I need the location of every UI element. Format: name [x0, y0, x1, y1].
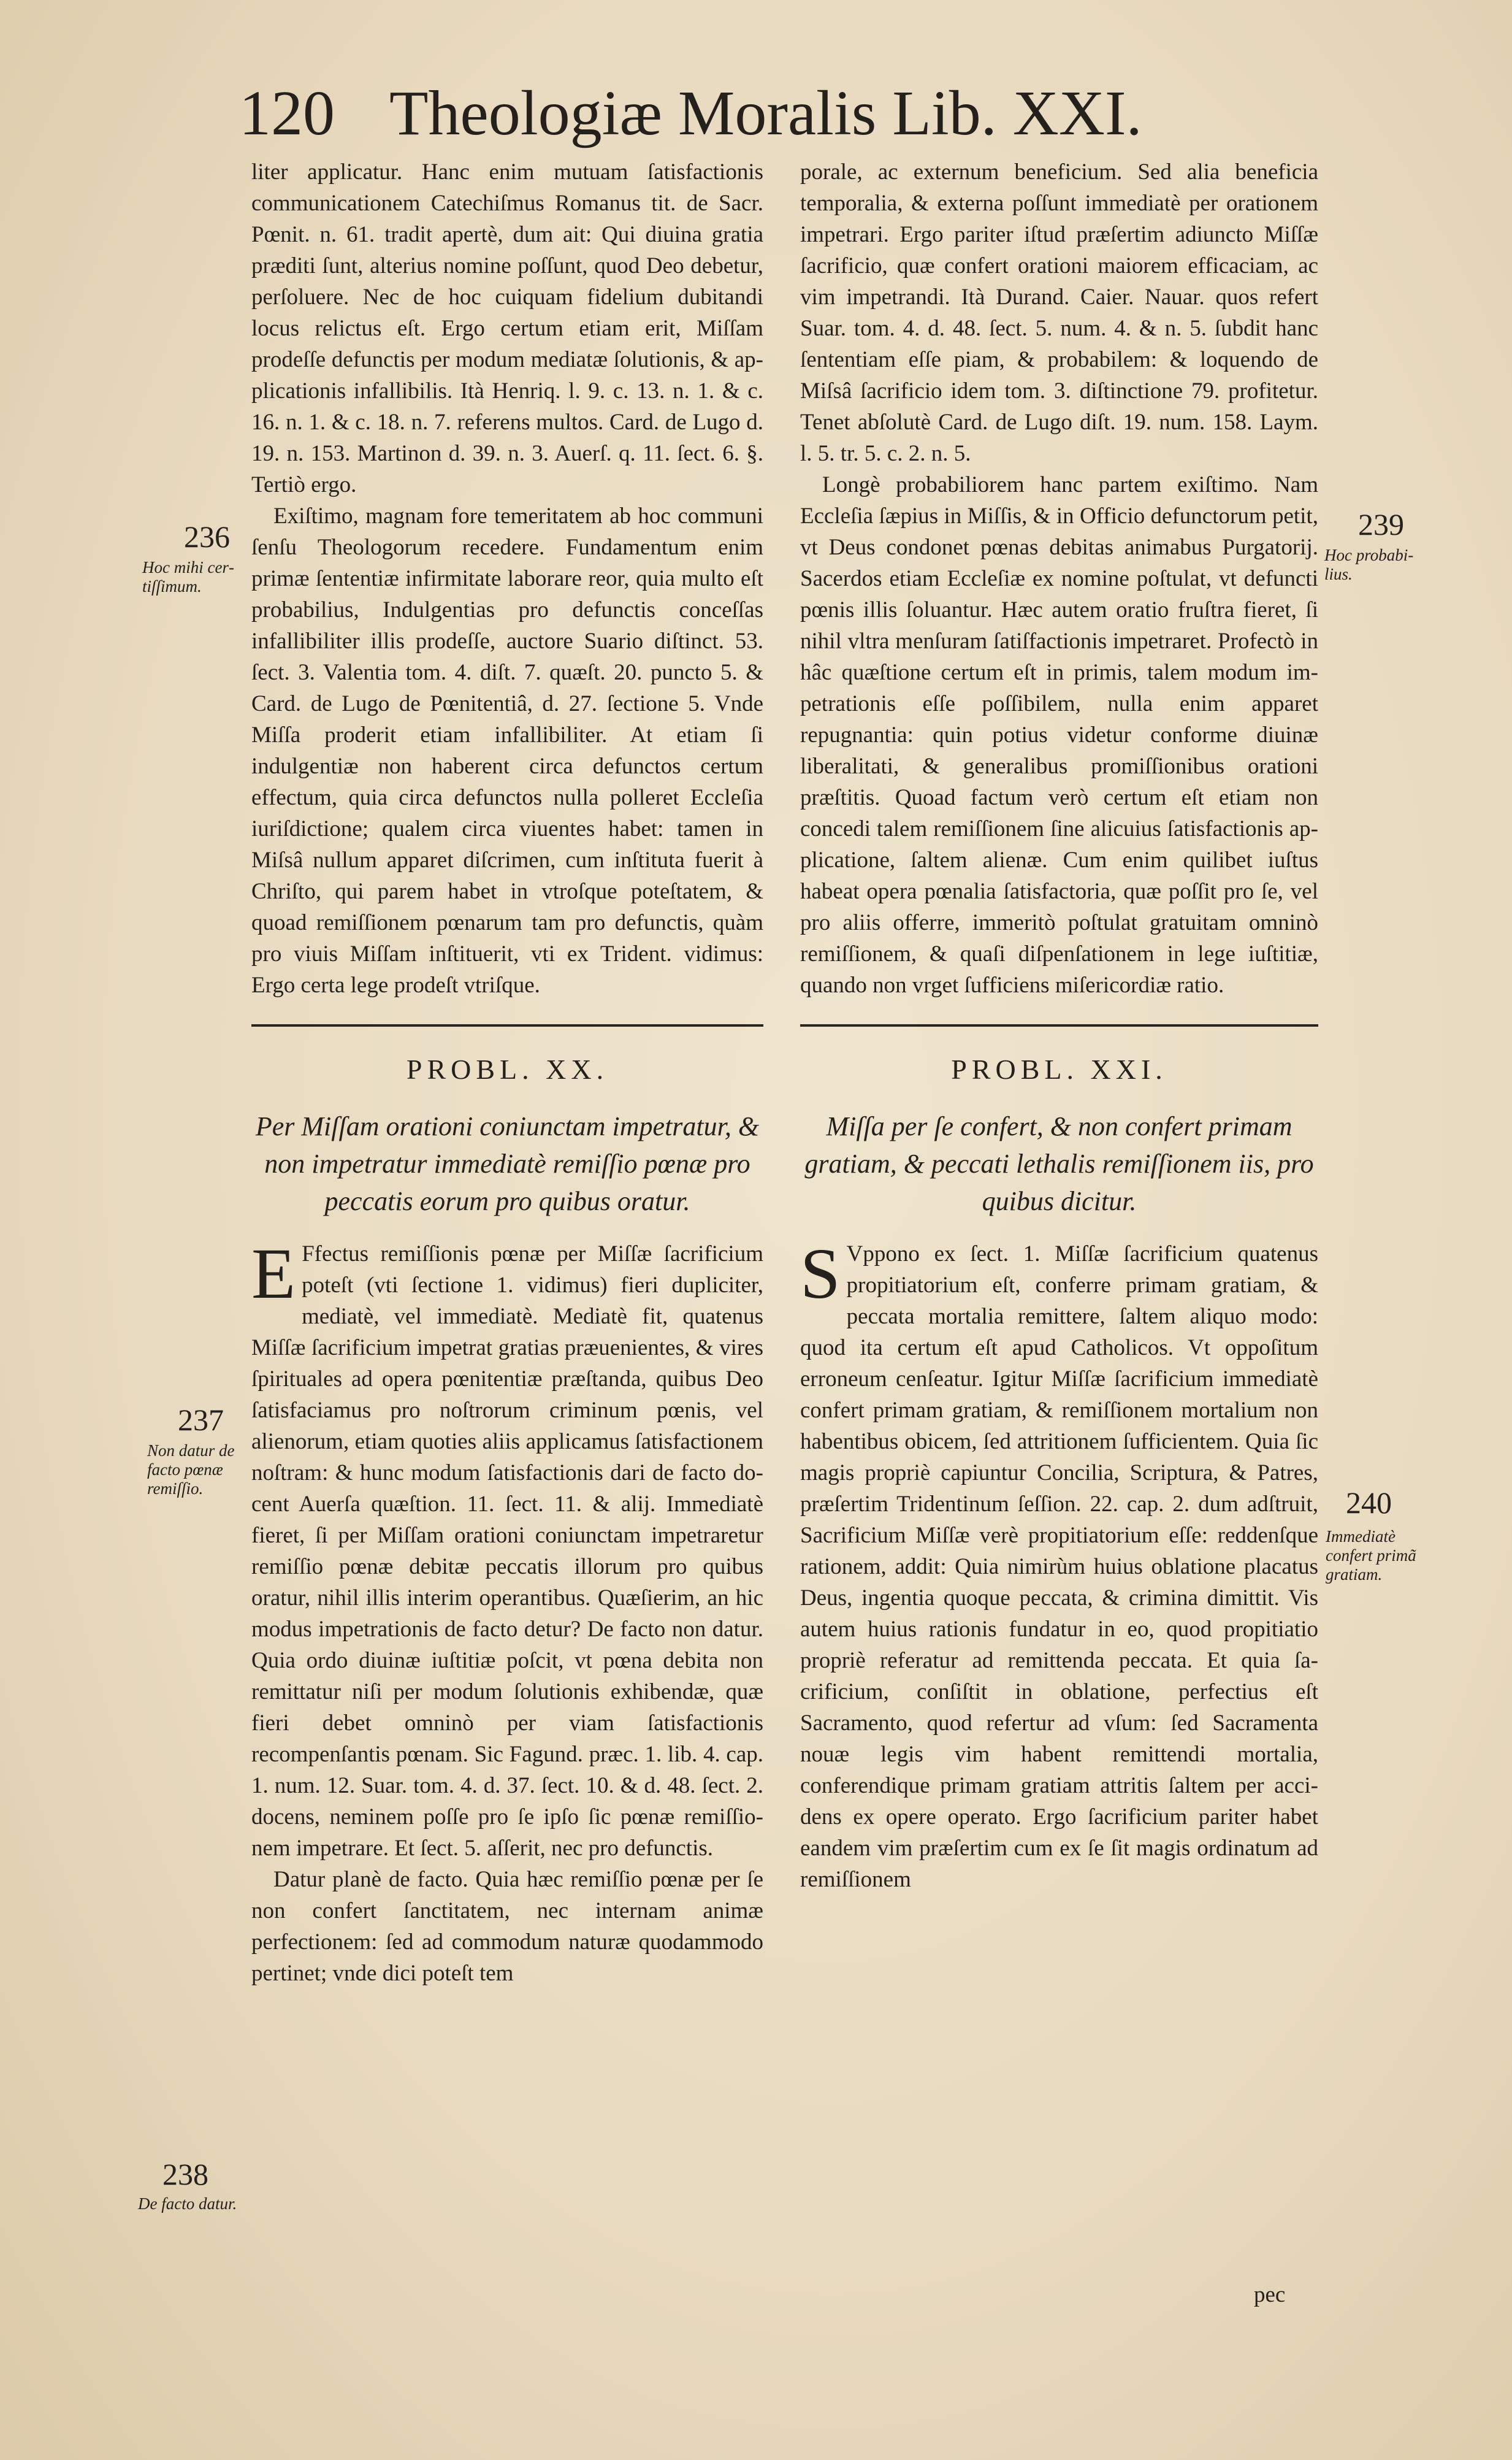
paragraph-240-text: Vppono ex ſect. 1. Miſſæ ſacrificium quatenus propitiatorium eſt, conferre primam gratiam, & peccata mortalia remittere, ſaltem aliquo modo: quod ita certum eſt apud Catholicos. Vt oppoſitum erroneum cenſeatur. Igitur Miſſæ ſacrificium immediatè confert primam gratiam, & remiſſionem mortalium non habentibus obicem, ſed attritionem ſufficientem. Quia ſic magis propriè capiuntur Concilia, Scriptura, & Patres, præſertim Tridentinum ſeſſion. 22. cap. 2. dum adſtruit, Sacrificium Miſſæ verè propitiatorium eſſe: reddenſque rationem, addit: Quia nimirùm huius oblatione placatus Deus, ingentia quoque peccata, & crimina dimittit. Vis autem huius rationis fundatur in eo, quod propitiatio propriè referatur ad remittenda peccata. Et quia ſacrificium, conſiſtit in oblatione, perfectius eſt Sacramento, quod refertur ad vſum: ſed Sacramenta nouæ legis vim habent remittendi mortalia, conferendique primam gratiam attritis ſaltem per accidens ex opere operato. Ergo ſacrificium pariter habet eandem vim præſertim cum ex ſe ſit magis ordinatum ad remiſſionem — [800, 1241, 1318, 1892]
margin-number-237: 237 — [178, 1403, 224, 1437]
problem-heading-xxi: PROBL. XXI. — [951, 1054, 1167, 1085]
margin-note-239: Hoc probabilius. — [1324, 546, 1414, 583]
margin-note-240: Immediatè confert primã gratiam. — [1326, 1527, 1416, 1584]
margin-number-240: 240 — [1346, 1485, 1392, 1520]
drop-cap-s: S — [800, 1233, 841, 1314]
section-divider-right — [800, 1024, 1318, 1027]
right-column — [800, 156, 1318, 1895]
problem-title-xx: Per Miſſam orationi coniunctam impetratur, & non impetratur immediatè remiſſio pœnæ pro peccatis eorum pro quibus oratur. — [255, 1111, 760, 1216]
left-column — [251, 156, 763, 1989]
drop-cap-e: E — [251, 1233, 296, 1314]
problem-heading-xx: PROBL. XX. — [406, 1054, 609, 1085]
paragraph-237-text: Ffectus remiſſionis pœnæ per Miſſæ ſacrificium poteſt (vti ſectione 1. vidimus) fieri dupliciter, mediatè, vel immediatè. Mediatè fit, quatenus Miſſæ ſacrificium impetrat gratias præuenientes, & vires ſpirituales ad opera pœnitentiæ præſtanda, quibus Deo ſatisfaciamus pro noſtrorum criminum pœnis, vel alienorum, etiam quoties aliis applicamus ſatisfactionem noſtram: & hunc modum ſatisfactionis dari de facto docent Auerſa quæſtion. 11. ſect. 11. & alij. Immediatè fieret, ſi per Miſſam orationi coniunctam impetraretur remiſſio pœnæ debitæ peccatis illorum pro quibus oratur, nihil illis interim operantibus. Quæſierim, an hic modus impetrationis de facto detur? De facto non datur. Quia ordo diuinæ iuſtitiæ poſcit, vt pœna debita non remittatur niſi per modum ſolutionis exhibendæ, quæ fieri debet omninò per viam ſatisfactionis recompenſantis pœnam. Sic Fagund. præc. 1. lib. 4. cap. 1. num. 12. Suar. tom. 4. d. 37. ſect. 10. & d. 48. ſect. 2. docens, neminem poſſe pro ſe ipſo ſic pœnæ remiſſionem impetrare. Et ſect. 5. aſſerit, nec pro defunctis. — [251, 1241, 763, 1861]
paragraph-239: Longè probabiliorem hanc partem exiſtimo. Nam Eccleſia ſæpius in Miſſis, & in Officio defunctorum petit, vt Deus condonet pœnas debitas animabus Purgatorij. Sacerdos etiam Eccleſiæ ex nomine poſtulat, vt defuncti pœnis illis ſoluantur. Hæc autem oratio fruſtra fieret, ſi nihil vltra menſuram ſatiſfactionis impetraret. Profectò in hâc quæſtione certum eſt in primis, talem modum impetrationis eſſe poſſibilem, nulla enim apparet repugnantia: quin potius videtur conforme diuinæ liberalitati, & generalibus promiſſionibus orationi præſtitis. Quoad factum verò certum eſt etiam non concedi talem remiſſionem ſine alicuius ſatisfactionis applicatione, ſaltem alienæ. Cum enim quilibet iuſtus habeat opera pœnalia ſatisfactoria, quæ poſſit pro ſe, vel pro aliis offerre, immeritò poſtulat gratuitam omninò remiſſionem, & quaſi diſpenſationem in lege iuſtitiæ, quando non vrget ſufficiens miſericordiæ ratio. — [800, 472, 1318, 998]
catchword: pec — [1254, 2282, 1286, 2307]
margin-number-238: 238 — [162, 2157, 208, 2191]
section-divider — [251, 1024, 763, 1027]
margin-number-236: 236 — [184, 519, 230, 554]
page-header — [239, 71, 1281, 156]
paragraph-236: Exiſtimo, magnam fore temeritatem ab hoc communi ſenſu Theologorum recedere. Fundamentum enim primæ ſententiæ infirmitate laborare reor, quia multo eſt probabilius, Indulgentias pro defunctis conceſſas infallibiliter illis prodeſſe, auctore Suario diſtinct. 53. ſect. 3. Valentia tom. 4. diſt. 7. quæſt. 20. puncto 5. & Card. de Lugo de Pœnitentiâ, d. 27. ſectione 5. Vnde Miſſa proderit etiam infallibiliter. At etiam ſi indulgentiæ non haberent circa defunctos certum effectum, quia circa defunctos nulla polleret Eccleſia iuriſdictione; qualem circa viuentes habet: tamen in Miſsâ nullum apparet diſcrimen, cum inſtituta fuerit à Chriſto, qui parem habet in vtroſque poteſtatem, & quoad remiſſionem pœnarum tam pro defunctis, quàm pro viuis Miſſam inſtituerit, vti ex Trident. vidimus: Ergo certa lege prodeſt vtriſque. — [251, 504, 763, 998]
problem-title-xxi: Miſſa per ſe confert, & non confert primam gratiam, & peccati lethalis remiſſionem iis, pro quibus dicitur. — [804, 1111, 1314, 1216]
running-title: Theologiæ Moralis Lib. XXI. — [389, 78, 1142, 148]
margin-number-239: 239 — [1358, 507, 1404, 542]
margin-note-237: Non datur de facto pœnæ remiſſio. — [147, 1441, 235, 1498]
margin-note-236: Hoc mihi certiſſimum. — [142, 558, 234, 596]
paragraph-continuation-right: porale, ac externum beneficium. Sed alia beneficia temporalia, & externa poſſunt immediatè per orationem impetrari. Ergo pariter iſtud præſertim adiuncto Miſſæ ſacrificio, quæ confert orationi maiorem efficaciam, ac vim impetrandi. Ità Durand. Caier. Nauar. quos refert Suar. tom. 4. d. 48. ſect. 5. num. 4. & n. 5. ſubdit hanc ſententiam eſſe piam, & probabilem: & loquendo de Miſsâ ſacrificio idem tom. 3. diſtinctione 79. profitetur. Tenet abſolutè Card. de Lugo diſt. 19. num. 158. Laym. l. 5. tr. 5. c. 2. n. 5. — [800, 159, 1318, 466]
margin-note-238: De facto datur. — [138, 2194, 237, 2213]
paragraph-240 — [800, 1233, 1318, 1895]
page-number: 120 — [239, 78, 335, 148]
paragraph-238: Datur planè de facto. Quia hæc remiſſio pœnæ per ſe non confert ſanctitatem, nec internam animæ perfectionem: ſed ad commodum naturæ quodammodo pertinet; vnde dici poteſt tem — [251, 1867, 763, 1986]
paragraph-continuation: liter applicatur. Hanc enim mutuam ſatisfactionis communicationem Catechiſmus Romanus tit. de Sacr. Pœnit. n. 61. tradit apertè, dum ait: Qui diuina gratia præditi ſunt, alterius nomine poſſunt, quod Deo debetur, perſoluere. Nec de hoc cuiquam fidelium dubitandi locus relictus eſt. Ergo certum etiam erit, Miſſam prodeſſe defunctis per modum mediatæ ſolutionis, & applicationis infallibilis. Ità Henriq. l. 9. c. 13. n. 1. & c. 16. n. 1. & c. 18. n. 7. referens multos. Card. de Lugo d. 19. n. 153. Martinon d. 39. n. 3. Auerſ. q. 11. ſect. 6. §. Tertiò ergo. — [251, 159, 763, 497]
paragraph-237 — [251, 1233, 763, 1864]
